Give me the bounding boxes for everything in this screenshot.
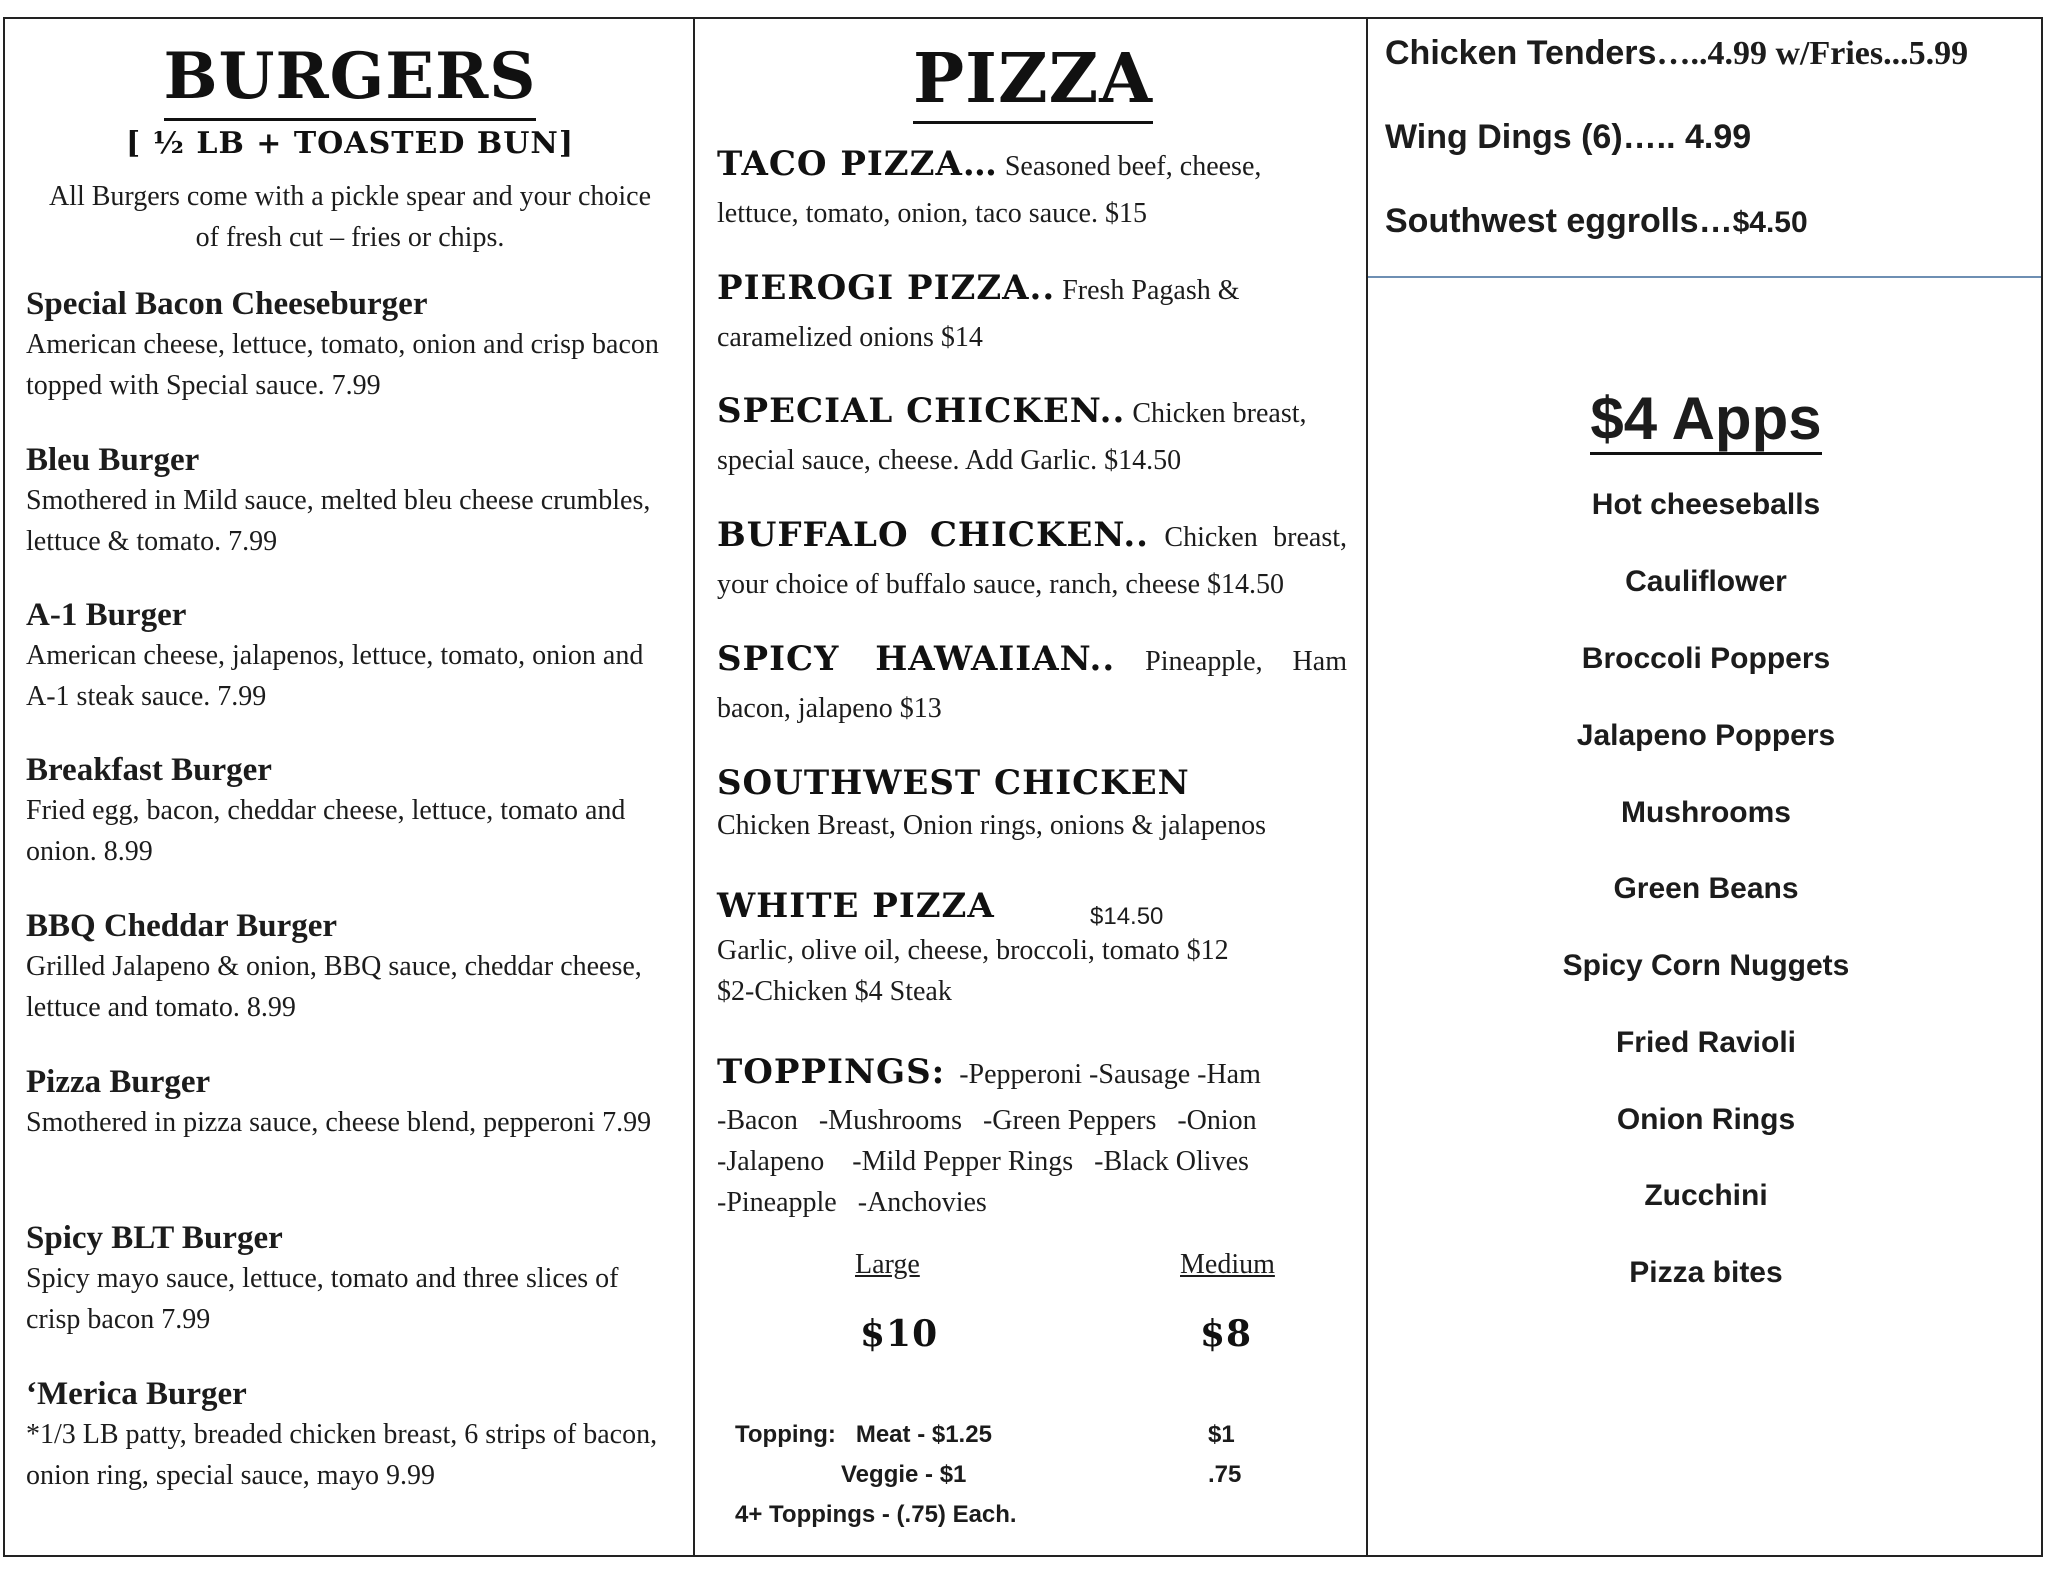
sides-divider: [1368, 276, 2041, 278]
pizza-name: SPICY HAWAIIAN..: [717, 639, 1116, 679]
burger-item: [26, 595, 666, 717]
pizza-desc: Chicken breast, special sauce, cheese. Add Garlic. $14.50: [717, 398, 1307, 476]
pizza-name: SOUTHWEST CHICKEN: [717, 763, 1190, 803]
toppings-line: -Pineapple -Anchovies: [717, 1187, 987, 1218]
pizza-item: [717, 512, 1347, 608]
burgers-note: All Burgers come with a pickle spear and your choice of fresh cut – fries or chips.: [48, 181, 652, 253]
size-large-price: $10: [860, 1313, 939, 1355]
menu-sheet: [3, 17, 2043, 1557]
app-item: Cauliflower: [1625, 565, 1787, 598]
burgers-subtitle: [ ½ LB + TOASTED BUN]: [125, 126, 575, 161]
column-divider-right: [1366, 19, 1368, 1555]
burger-name: A-1 Burger: [26, 597, 187, 633]
app-item: Broccoli Poppers: [1581, 642, 1831, 675]
burger-item: [26, 1062, 666, 1143]
side-wing-dings: Wing Dings (6)….. 4.99: [1385, 118, 1752, 156]
burger-item: [26, 1374, 666, 1496]
pizza-desc: Seasoned beef, cheese, lettuce, tomato, onion, taco sauce. $15: [717, 151, 1262, 229]
apps-title: $4 Apps: [1369, 384, 2043, 453]
side-chicken-tenders: [1385, 34, 1968, 73]
topping-veggie-medium: .75: [1208, 1461, 1242, 1488]
burger-desc: *1/3 LB patty, breaded chicken breast, 6 strips of bacon, onion ring, special sauce, mayo 9.99: [26, 1419, 658, 1491]
pizza-name: PIEROGI PIZZA..: [717, 268, 1056, 308]
pizza-item: [717, 141, 1347, 237]
size-medium-price: $8: [1200, 1313, 1253, 1355]
toppings-label: TOPPINGS:: [717, 1052, 946, 1092]
app-item: Onion Rings: [1616, 1103, 1796, 1136]
burger-desc: Smothered in pizza sauce, cheese blend, pepperoni 7.99: [26, 1107, 652, 1138]
burger-name: Spicy BLT Burger: [26, 1220, 283, 1256]
size-medium-label: Medium: [1180, 1249, 1275, 1280]
pizza-name: TACO PIZZA…: [717, 144, 998, 184]
burger-desc: Spicy mayo sauce, lettuce, tomato and three slices of crisp bacon 7.99: [26, 1263, 619, 1335]
pizza-name: SPECIAL CHICKEN..: [717, 391, 1126, 431]
topping-meat-price: Topping: Meat - $1.25: [735, 1421, 992, 1448]
pizza-desc: Chicken Breast, Onion rings, onions & jalapenos: [717, 810, 1267, 841]
pizza-desc: Fresh Pagash & caramelized onions $14: [717, 275, 1240, 353]
pizza-title: PIZZA: [698, 39, 1368, 119]
burger-desc: Grilled Jalapeno & onion, BBQ sauce, cheddar cheese, lettuce and tomato. 8.99: [26, 951, 642, 1023]
toppings-line: -Pepperoni -Sausage -Ham: [959, 1059, 1261, 1090]
topping-bulk-price: 4+ Toppings - (.75) Each.: [735, 1501, 1017, 1528]
burger-item: [26, 750, 666, 872]
toppings-line: -Jalapeno -Mild Pepper Rings -Black Olives: [717, 1146, 1249, 1177]
side-chicken-tenders-price: …..4.99 w/Fries...5.99: [1656, 35, 1969, 72]
burger-name: BBQ Cheddar Burger: [26, 908, 338, 944]
app-item: Hot cheeseballs: [1591, 488, 1821, 521]
app-item: Zucchini: [1644, 1179, 1768, 1212]
pizza-name: BUFFALO CHICKEN..: [717, 515, 1150, 555]
app-item: Green Beans: [1613, 872, 1799, 905]
burger-item: [26, 906, 666, 1028]
burger-name: Pizza Burger: [26, 1064, 211, 1100]
topping-meat-medium: $1: [1208, 1421, 1235, 1448]
burger-name: Bleu Burger: [26, 442, 200, 478]
burger-name: ‘Merica Burger: [26, 1376, 247, 1412]
pizza-item: [717, 760, 1347, 845]
side-southwest-eggrolls: [1385, 202, 1808, 241]
pizza-desc: Garlic, olive oil, cheese, broccoli, tomato $12: [717, 935, 1229, 966]
side-southwest-eggrolls-price: $4.50: [1732, 206, 1808, 239]
burger-desc: Fried egg, bacon, cheddar cheese, lettuce, tomato and onion. 8.99: [26, 795, 626, 867]
burger-desc: American cheese, jalapenos, lettuce, tomato, onion and A-1 steak sauce. 7.99: [26, 640, 644, 712]
app-item: Jalapeno Poppers: [1576, 719, 1836, 752]
pizza-item: [717, 636, 1347, 732]
app-item: Fried Ravioli: [1615, 1026, 1797, 1059]
burger-desc: American cheese, lettuce, tomato, onion and crisp bacon topped with Special sauce. 7.99: [26, 329, 659, 401]
burger-item: [26, 1218, 666, 1340]
side-chicken-tenders-name: Chicken Tenders: [1385, 34, 1657, 72]
pizza-name: WHITE PIZZA: [717, 886, 995, 926]
burger-name: Special Bacon Cheeseburger: [26, 286, 428, 322]
app-item: Mushrooms: [1620, 796, 1791, 829]
pizza-item: [717, 883, 1347, 1012]
toppings-block: [717, 1047, 1347, 1223]
burger-item: [26, 440, 666, 562]
pizza-item: [717, 388, 1347, 484]
size-large-label: Large: [855, 1249, 920, 1280]
app-item: Spicy Corn Nuggets: [1562, 949, 1850, 982]
toppings-line: -Bacon -Mushrooms -Green Peppers -Onion: [717, 1105, 1257, 1136]
burgers-title: BURGERS: [5, 39, 695, 114]
burger-desc: Smothered in Mild sauce, melted bleu cheese crumbles, lettuce & tomato. 7.99: [26, 485, 651, 557]
burger-name: Breakfast Burger: [26, 752, 272, 788]
white-pizza-price-note: $14.50: [1090, 903, 1164, 930]
column-divider-left: [693, 19, 695, 1555]
burger-item: [26, 284, 666, 406]
pizza-desc: Chicken breast, your choice of buffalo sauce, ranch, cheese $14.50: [717, 522, 1347, 600]
side-southwest-eggrolls-name: Southwest eggrolls…: [1385, 202, 1733, 240]
pizza-extra: $2-Chicken $4 Steak: [717, 976, 952, 1007]
pizza-item: [717, 265, 1347, 361]
pizza-desc: Pineapple, Ham bacon, jalapeno $13: [717, 646, 1347, 724]
app-item: Pizza bites: [1629, 1256, 1783, 1289]
topping-veggie-price: Veggie - $1: [841, 1461, 967, 1488]
